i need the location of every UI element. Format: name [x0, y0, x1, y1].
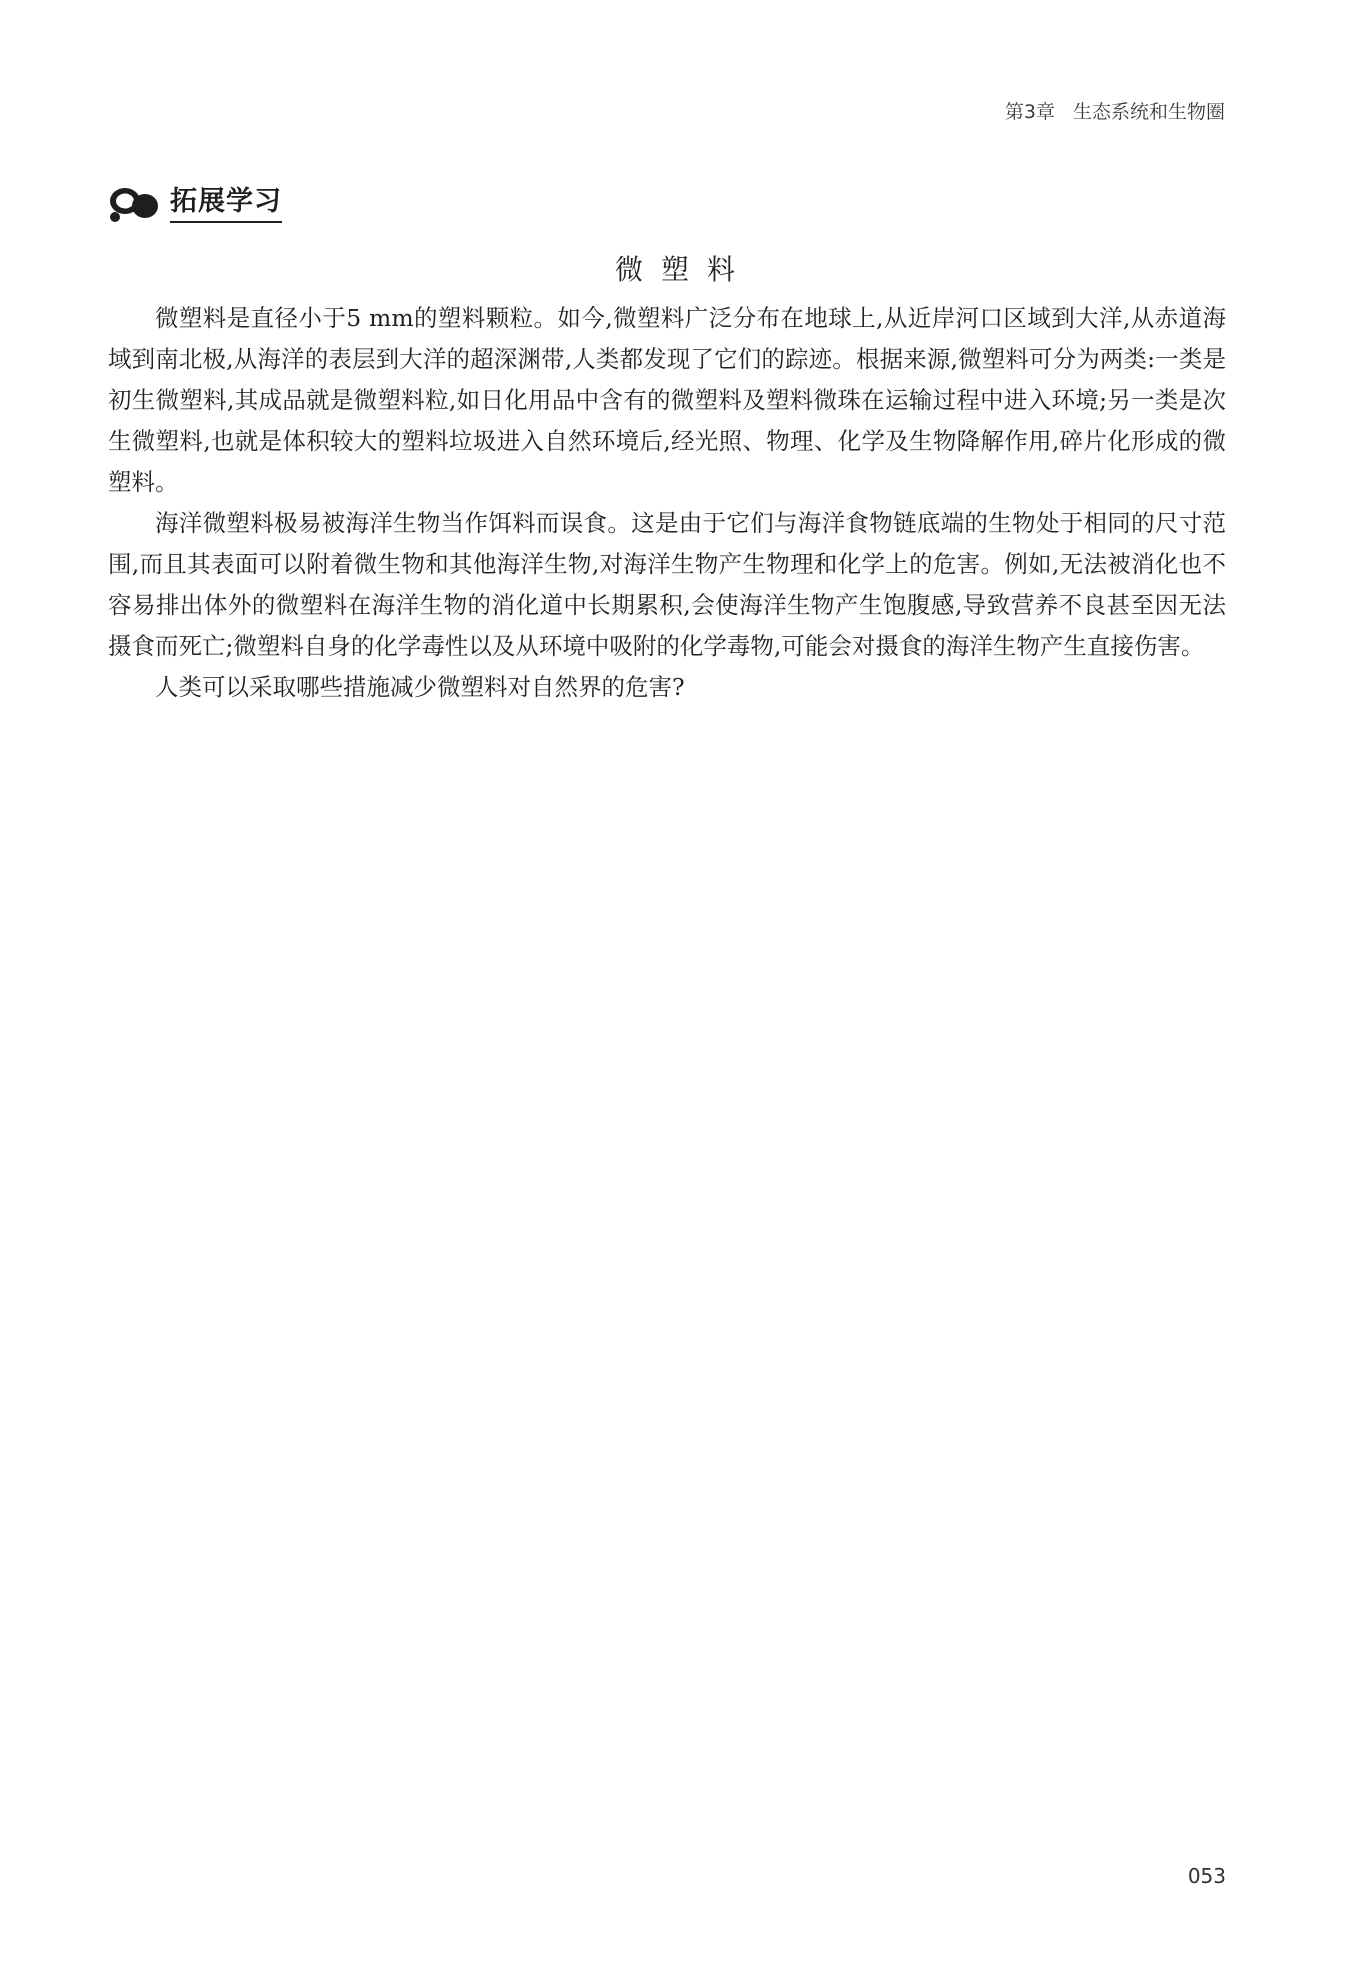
page-number: 053: [1187, 1864, 1226, 1888]
chapter-title: 生态系统和生物圈: [1072, 101, 1225, 123]
section-heading: [108, 182, 282, 226]
paragraph: 微塑料是直径小于5 mm的塑料颗粒。如今,微塑料广泛分布在地球上,从近岸河口区域到大洋,从赤道海域到南北极,从海洋的表层到大洋的超深渊带,人类都发现了它们的踪迹。根据来源,微塑料可分为两类:一类是初生微塑料,其成品就是微塑料粒,如日化用品中含有的微塑料及塑料微珠在运输过程中进入环境;另一类是次生微塑料,也就是体积较大的塑料垃圾进入自然环境后,经光照、物理、化学及生物降解作用,碎片化形成的微塑料。: [108, 304, 1226, 496]
chapter-number: 第3章: [1004, 101, 1055, 123]
speech-bubbles-icon: [108, 183, 160, 225]
paragraph: 海洋微塑料极易被海洋生物当作饵料而误食。这是由于它们与海洋食物链底端的生物处于相同的尺寸范围,而且其表面可以附着微生物和其他海洋生物,对海洋生物产生物理和化学上的危害。例如,无法被消化也不容易排出体外的微塑料在海洋生物的消化道中长期累积,会使海洋生物产生饱腹感,导致营养不良甚至因无法摄食而死亡;微塑料自身的化学毒性以及从环境中吸附的化学毒物,可能会对摄食的海洋生物产生直接伤害。: [108, 509, 1226, 660]
article-title: 微塑料: [614, 253, 753, 286]
paragraph: 人类可以采取哪些措施减少微塑料对自然界的危害?: [155, 673, 685, 701]
section-title: 拓展学习: [170, 185, 282, 223]
running-header: [1005, 97, 1225, 124]
article-body: [108, 298, 1226, 708]
